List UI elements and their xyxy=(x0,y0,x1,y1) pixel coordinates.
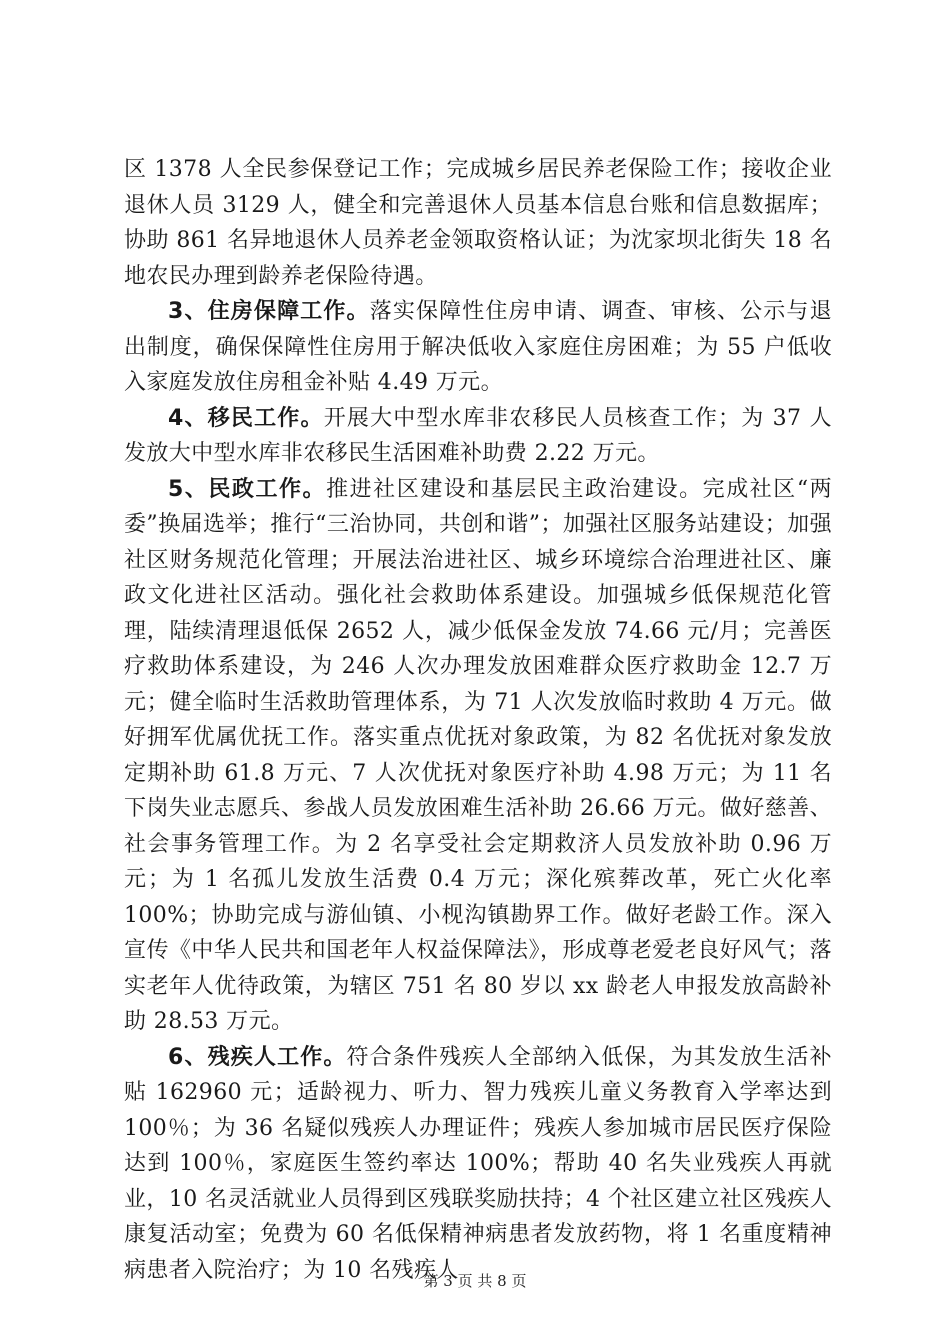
section-heading-civil-affairs: 5、民政工作。 xyxy=(168,476,327,502)
paragraph-disability xyxy=(124,1040,832,1289)
paragraph-pension xyxy=(124,152,832,294)
paragraph-body: 推进社区建设和基层民主政治建设。完成社区“两委”换届选举；推行“三治协同，共创和谐”；加强社区服务站建设；加强社区财务规范化管理；开展法治进社区、城乡环境综合治理进社区、廉政文化进社区活动。强化社会救助体系建设。加强城乡低保规范化管理，陆续清理退低保 2652 人，减少低保金发放 74.66 元/月；完善医疗救助体系建设，为 246 人次办理发放困难群众医疗救助金 12.7 万元；健全临时生活救助管理体系，为 71 人次发放临时救助 4 万元。做好拥军优属优抚工作。落实重点优抚对象政策，为 82 名优抚对象发放定期补助 61.8 万元、7 人次优抚对象医疗补助 4.98 万元；为 11 名下岗失业志愿兵、参战人员发放困难生活补助 26.66 万元。做好慈善、社会事务管理工作。为 2 名享受社会定期救济人员发放补助 0.96 万元；为 1 名孤儿发放生活费 0.4 万元；深化殡葬改革，死亡火化率 100%；协助完成与游仙镇、小枧沟镇勘界工作。做好老龄工作。深入宣传《中华人民共和国老年人权益保障法》，形成尊老爱老良好风气；落实老年人优待政策，为辖区 751 名 80 岁以 xx 龄老人申报发放高龄补助 28.53 万元。 xyxy=(124,476,832,1034)
section-heading-housing: 3、住房保障工作。 xyxy=(168,299,370,324)
page-number-footer: 第 3 页 共 8 页 xyxy=(423,1272,527,1290)
paragraph-body: 开展大中型水库非农移民人员核查工作；为 37 人发放大中型水库非农移民生活困难补助费 2.22 万元。 xyxy=(124,405,832,466)
paragraph-migration xyxy=(124,401,832,472)
section-heading-migration: 4、移民工作。 xyxy=(168,405,324,431)
paragraph-civil-affairs xyxy=(124,472,832,1040)
paragraph-body: 落实保障性住房申请、调查、审核、公示与退出制度，确保保障性住房用于解决低收入家庭住房困难；为 55 户低收入家庭发放住房租金补贴 4.49 万元。 xyxy=(124,299,832,395)
paragraph-body: 区 1378 人全民参保登记工作；完成城乡居民养老保险工作；接收企业退休人员 3129 人，健全和完善退休人员基本信息台账和信息数据库；协助 861 名异地退休人员养老金领取资格认证；为沈家坝北街失 18 名地农民办理到龄养老保险待遇。 xyxy=(124,157,832,289)
paragraph-body: 符合条件残疾人全部纳入低保，为其发放生活补贴 162960 元；适龄视力、听力、智力残疾儿童义务教育入学率达到 100％；为 36 名疑似残疾人办理证件；残疾人参加城市居民医疗保险达到 100％，家庭医生签约率达 100%；帮助 40 名失业残疾人再就业，10 名灵活就业人员得到区残联奖励扶持；4 个社区建立社区残疾人康复活动室；免费为 60 名低保精神病患者发放药物，将 1 名重度精神病患者入院治疗；为 10 名残疾人 xyxy=(124,1044,832,1283)
paragraph-housing xyxy=(124,294,832,401)
section-heading-disability: 6、残疾人工作。 xyxy=(168,1044,347,1070)
document-body xyxy=(124,152,832,1288)
